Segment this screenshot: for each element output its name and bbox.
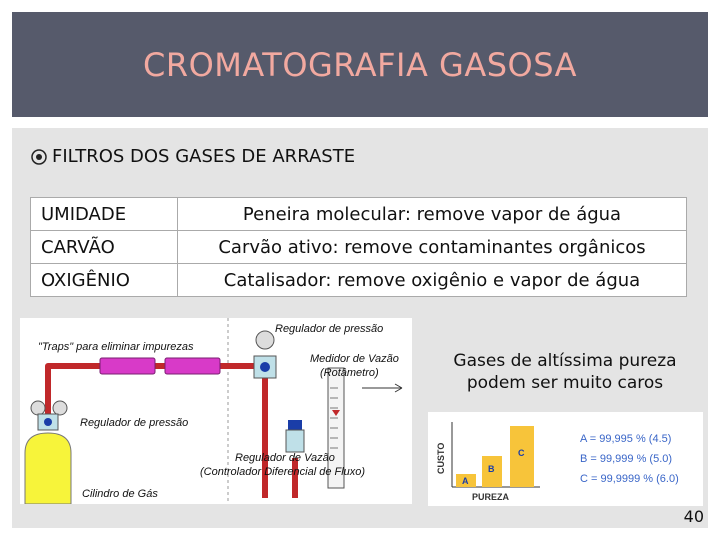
cylinder-label: Cilindro de Gás	[82, 488, 158, 500]
flow-regulator-label: Regulador de Vazão	[235, 452, 335, 464]
contaminant-cell: CARVÃO	[31, 231, 178, 264]
flow-regulator-body	[286, 430, 304, 452]
bar-label-a: A	[462, 476, 469, 486]
title-bar	[12, 12, 708, 117]
legend-a: A = 99,995 % (4.5)	[580, 433, 672, 445]
pressure-gauge-left-1	[31, 401, 45, 415]
filter-cell: Carvão ativo: remove contaminantes orgânicos	[178, 231, 687, 264]
trap-1	[100, 358, 155, 374]
table-row	[31, 264, 687, 297]
bar-label-b: B	[488, 464, 495, 474]
filter-cell: Catalisador: remove oxigênio e vapor de água	[178, 264, 687, 297]
purity-note	[420, 350, 710, 394]
cost-chart	[428, 412, 703, 506]
slide-title: CROMATOGRAFIA GASOSA	[142, 45, 578, 84]
regulator-knob-left	[44, 418, 52, 426]
bullet-heading-text: FILTROS DOS GASES DE ARRASTE	[52, 146, 356, 167]
table-row	[31, 231, 687, 264]
pressure-gauge-left-2	[53, 401, 67, 415]
gas-line-diagram	[20, 318, 412, 504]
flow-regulator-sublabel: (Controlador Diferencial de Fluxo)	[200, 466, 366, 478]
target-bullet-icon	[30, 148, 48, 166]
purity-note-line-1: Gases de altíssima pureza	[453, 351, 677, 371]
flow-meter-sublabel: (Rotâmetro)	[320, 367, 379, 379]
bullet-heading	[30, 146, 355, 167]
traps-label: "Traps" para eliminar impurezas	[38, 341, 194, 353]
pressure-regulator-left-label: Regulador de pressão	[80, 417, 189, 429]
gas-pipes	[48, 366, 295, 498]
filter-cell: Peneira molecular: remove vapor de água	[178, 198, 687, 231]
legend-b: B = 99,999 % (5.0)	[580, 453, 673, 465]
flow-meter-label: Medidor de Vazão	[310, 353, 399, 365]
contaminant-cell: UMIDADE	[31, 198, 178, 231]
regulator-knob-top	[260, 362, 270, 372]
pressure-regulator-top-label: Regulador de pressão	[275, 323, 384, 335]
legend-c: C = 99,9999 % (6.0)	[580, 473, 679, 485]
table-row	[31, 198, 687, 231]
trap-2	[165, 358, 220, 374]
purity-note-line-2: podem ser muito caros	[466, 373, 664, 393]
contaminant-cell: OXIGÊNIO	[31, 264, 178, 297]
cost-axis-label: CUSTO	[436, 442, 446, 474]
pressure-gauge-top	[256, 331, 274, 349]
gas-cylinder	[25, 433, 71, 504]
purity-axis-label: PUREZA	[472, 492, 510, 502]
bar-label-c: C	[518, 448, 525, 458]
page-number: 40	[683, 507, 704, 526]
filters-table	[30, 197, 687, 297]
